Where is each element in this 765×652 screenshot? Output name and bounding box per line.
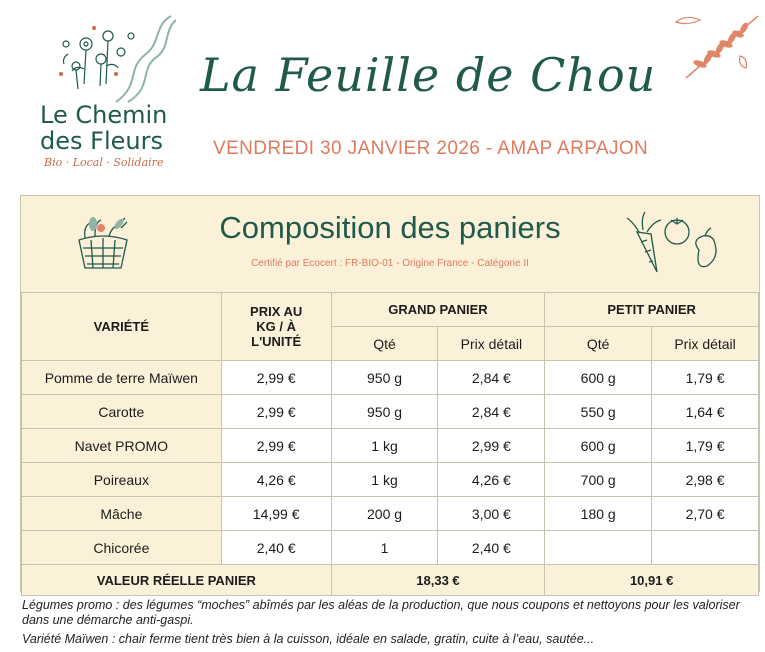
variety-cell: Navet PROMO <box>22 429 222 463</box>
petit-qty-cell: 180 g <box>545 497 652 531</box>
petit-qty-cell: 550 g <box>545 395 652 429</box>
variety-cell: Pomme de terre Maïwen <box>22 361 222 395</box>
table-row <box>22 429 759 463</box>
grand-qty-cell: 1 <box>331 531 438 565</box>
variety-cell: Mâche <box>22 497 222 531</box>
brand-name-line1: Le Chemin <box>40 101 168 129</box>
variety-cell: Carotte <box>22 395 222 429</box>
table-row <box>22 531 759 565</box>
grand-qty-cell: 950 g <box>331 395 438 429</box>
petit-total: 10,91 € <box>545 565 759 596</box>
table-row <box>22 497 759 531</box>
grand-price-cell: 3,00 € <box>438 497 545 531</box>
date-subtitle: VENDREDI 30 JANVIER 2026 - AMAP ARPAJON <box>213 138 649 159</box>
table-row <box>22 463 759 497</box>
grand-qty-cell: 1 kg <box>331 463 438 497</box>
petit-price-cell: 1,64 € <box>652 395 759 429</box>
table-row <box>22 395 759 429</box>
table-row <box>22 361 759 395</box>
header-grand-panier: GRAND PANIER <box>331 293 545 327</box>
petit-price-cell: 2,98 € <box>652 463 759 497</box>
brand-tagline: Bio · Local · Solidaire <box>44 156 164 169</box>
grand-total: 18,33 € <box>331 565 545 596</box>
total-label: VALEUR RÉELLE PANIER <box>22 565 332 596</box>
composition-panel <box>20 195 760 592</box>
header-grand-retail: Prix détail <box>438 327 545 361</box>
petit-qty-cell: 600 g <box>545 429 652 463</box>
carrot-tomato-pepper-icon <box>619 210 729 280</box>
header-petit-retail: Prix détail <box>652 327 759 361</box>
grand-price-cell: 2,84 € <box>438 361 545 395</box>
petit-price-cell: 1,79 € <box>652 429 759 463</box>
grand-price-cell: 2,84 € <box>438 395 545 429</box>
price-cell: 4,26 € <box>221 463 331 497</box>
note-promo: Légumes promo : des légumes “moches” abîmés par les aléas de la production, que nous coupons et nettoyons pour les valoriser dans une démarche anti-gaspi. <box>22 598 740 627</box>
price-cell: 2,99 € <box>221 429 331 463</box>
grand-qty-cell: 200 g <box>331 497 438 531</box>
composition-table <box>21 292 759 596</box>
grand-qty-cell: 1 kg <box>331 429 438 463</box>
leaf-branch-icon <box>668 8 763 83</box>
price-cell: 2,40 € <box>221 531 331 565</box>
flower-path-icon <box>46 14 176 104</box>
header-grand-qty: Qté <box>331 327 438 361</box>
variety-cell: Chicorée <box>22 531 222 565</box>
header-petit-panier: PETIT PANIER <box>545 293 759 327</box>
grand-price-cell: 4,26 € <box>438 463 545 497</box>
price-cell: 2,99 € <box>221 395 331 429</box>
note-variety: Variété Maïwen : chair ferme tient très bien à la cuisson, idéale en salade, gratin, cuite à l’eau, sautée... <box>22 632 595 646</box>
variety-cell: Poireaux <box>22 463 222 497</box>
petit-price-cell <box>652 531 759 565</box>
price-cell: 2,99 € <box>221 361 331 395</box>
petit-price-cell: 1,79 € <box>652 361 759 395</box>
brand-logo <box>38 14 183 174</box>
header-price: PRIX AU KG / À L'UNITÉ <box>221 293 331 361</box>
petit-qty-cell: 700 g <box>545 463 652 497</box>
total-row <box>22 565 759 596</box>
petit-qty-cell: 600 g <box>545 361 652 395</box>
price-cell: 14,99 € <box>221 497 331 531</box>
footnotes <box>22 598 762 651</box>
grand-price-cell: 2,40 € <box>438 531 545 565</box>
petit-qty-cell <box>545 531 652 565</box>
newsletter-title: La Feuille de Chou <box>200 48 657 102</box>
brand-name-line2: des Fleurs <box>40 127 163 155</box>
certification-text: Certifié par Ecocert : FR-BIO-01 - Origine France - Catégorie II <box>251 258 529 269</box>
panel-title: Composition des paniers <box>219 210 561 245</box>
panel-header <box>21 196 759 292</box>
petit-price-cell: 2,70 € <box>652 497 759 531</box>
grand-qty-cell: 950 g <box>331 361 438 395</box>
header-petit-qty: Qté <box>545 327 652 361</box>
grand-price-cell: 2,99 € <box>438 429 545 463</box>
header-variety: VARIÉTÉ <box>22 293 222 361</box>
